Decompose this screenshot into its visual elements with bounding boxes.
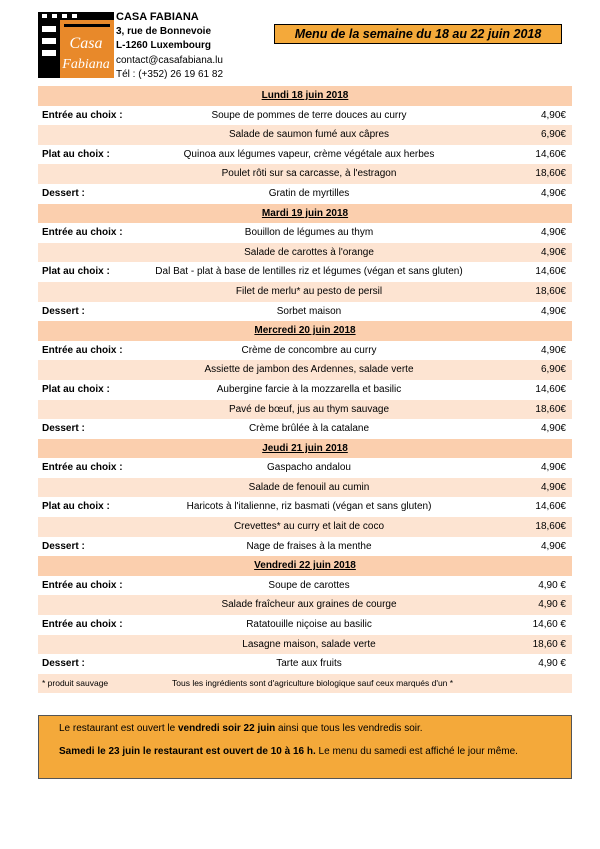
notice-line-2: Samedi le 23 juin le restaurant est ouvert de 10 à 16 h. Le menu du samedi est affiché le jour même.	[59, 746, 518, 757]
phone-number: Tél : (+352) 26 19 61 82	[116, 69, 224, 81]
dish-price: 6,90€	[540, 129, 566, 141]
course-label: Plat au choix :	[42, 501, 110, 513]
notice-line-1: Le restaurant est ouvert le vendredi soir 22 juin ainsi que tous les vendredis soir.	[59, 723, 423, 734]
menu-row	[38, 164, 572, 184]
dish-name: Gratin de myrtilles	[268, 187, 350, 199]
logo-text-fabiana: Fabiana	[62, 57, 110, 72]
footnote-text: Tous les ingrédients sont d'agriculture biologique sauf ceux marqués d'un *	[172, 677, 454, 688]
dish-name: Poulet rôti sur sa carcasse, à l'estragon	[221, 168, 397, 180]
dish-name: Pavé de bœuf, jus au thym sauvage	[228, 403, 390, 415]
dish-price: 4,90 €	[538, 599, 566, 611]
city-address: L-1260 Luxembourg	[116, 40, 212, 52]
menu-row	[38, 576, 572, 596]
menu-row	[38, 654, 572, 674]
dish-name: Nage de fraises à la menthe	[246, 540, 372, 552]
menu-row	[38, 595, 572, 615]
menu-row	[38, 282, 572, 302]
dish-name: Crème de concombre au curry	[241, 344, 377, 356]
menu-row	[38, 223, 572, 243]
logo-text-casa: Casa	[69, 35, 103, 52]
dish-price: 4,90€	[540, 423, 566, 435]
dish-price: 18,60€	[535, 521, 566, 533]
dish-name: Soupe de carottes	[268, 579, 350, 591]
menu-row	[38, 243, 572, 263]
dish-name: Dal Bat - plat à base de lentilles riz et légumes (végan et sans gluten)	[155, 266, 463, 278]
email-address: contact@casafabiana.lu	[116, 54, 223, 66]
day-header: Mardi 19 juin 2018	[38, 204, 572, 224]
dish-name: Lasagne maison, salade verte	[242, 638, 376, 650]
menu-row	[38, 537, 572, 557]
course-label: Dessert :	[42, 540, 85, 552]
menu-row	[38, 478, 572, 498]
course-label: Entrée au choix :	[42, 462, 123, 474]
dish-price: 6,90€	[540, 364, 566, 376]
menu-row	[38, 419, 572, 439]
dish-name: Tarte aux fruits	[276, 658, 342, 670]
menu-row	[38, 341, 572, 361]
course-label: Dessert :	[42, 187, 85, 199]
menu-row	[38, 497, 572, 517]
street-address: 3, rue de Bonnevoie	[116, 25, 212, 37]
dish-name: Assiette de jambon des Ardennes, salade verte	[204, 364, 414, 376]
dish-name: Salade de fenouil au cumin	[248, 481, 370, 493]
dish-name: Salade de saumon fumé aux câpres	[228, 129, 390, 141]
menu-row	[38, 184, 572, 204]
course-label: Plat au choix :	[42, 383, 110, 395]
dish-name: Bouillon de légumes au thym	[244, 227, 374, 239]
dish-name: Gaspacho andalou	[267, 462, 351, 474]
dish-price: 4,90€	[540, 187, 566, 199]
dish-price: 18,60 €	[532, 638, 566, 650]
dish-price: 4,90€	[540, 109, 566, 121]
dish-name: Haricots à l'italienne, riz basmati (végan et sans gluten)	[186, 501, 432, 513]
dish-price: 14,60€	[535, 148, 566, 160]
menu-row	[38, 517, 572, 537]
dish-name: Salade de carottes à l'orange	[244, 246, 374, 258]
course-label: Entrée au choix :	[42, 579, 123, 591]
menu-row	[38, 360, 572, 380]
dish-price: 14,60€	[535, 266, 566, 278]
day-header: Lundi 18 juin 2018	[38, 86, 572, 106]
menu-row	[38, 125, 572, 145]
menu-row	[38, 380, 572, 400]
menu-table	[38, 86, 572, 693]
course-label: Plat au choix :	[42, 266, 110, 278]
menu-row	[38, 302, 572, 322]
course-label: Dessert :	[42, 305, 85, 317]
course-label: Dessert :	[42, 423, 85, 435]
dish-name: Filet de merlu* au pesto de persil	[235, 285, 383, 297]
dish-price: 4,90€	[540, 227, 566, 239]
week-title: Menu de la semaine du 18 au 22 juin 2018	[274, 24, 562, 44]
dish-price: 14,60€	[535, 383, 566, 395]
day-header: Vendredi 22 juin 2018	[38, 556, 572, 576]
menu-row	[38, 458, 572, 478]
dish-price: 18,60€	[535, 403, 566, 415]
day-header: Mercredi 20 juin 2018	[38, 321, 572, 341]
footnote-row	[38, 674, 572, 694]
menu-row	[38, 145, 572, 165]
dish-price: 4,90€	[540, 305, 566, 317]
footnote-label: * produit sauvage	[42, 677, 109, 688]
dish-price: 4,90€	[540, 344, 566, 356]
course-label: Entrée au choix :	[42, 109, 123, 121]
opening-notice	[38, 715, 572, 779]
dish-price: 4,90 €	[538, 579, 566, 591]
dish-price: 4,90€	[540, 246, 566, 258]
menu-row	[38, 106, 572, 126]
menu-row	[38, 615, 572, 635]
restaurant-name: CASA FABIANA	[116, 11, 199, 23]
header	[38, 10, 568, 82]
dish-name: Sorbet maison	[276, 305, 342, 317]
dish-price: 4,90€	[540, 540, 566, 552]
dish-name: Crevettes* au curry et lait de coco	[233, 521, 385, 533]
contact-block	[116, 10, 223, 83]
day-header: Jeudi 21 juin 2018	[38, 439, 572, 459]
casa-fabiana-logo	[38, 12, 114, 78]
dish-name: Soupe de pommes de terre douces au curry	[211, 109, 407, 121]
course-label: Entrée au choix :	[42, 227, 123, 239]
dish-price: 4,90 €	[538, 658, 566, 670]
dish-price: 4,90€	[540, 462, 566, 474]
dish-price: 14,60€	[535, 501, 566, 513]
menu-row	[38, 262, 572, 282]
dish-name: Ratatouille niçoise au basilic	[246, 619, 372, 631]
dish-price: 18,60€	[535, 285, 566, 297]
menu-row	[38, 400, 572, 420]
course-label: Entrée au choix :	[42, 344, 123, 356]
dish-name: Crème brûlée à la catalane	[248, 423, 370, 435]
dish-price: 4,90€	[540, 481, 566, 493]
dish-name: Quinoa aux légumes vapeur, crème végétale aux herbes	[183, 148, 435, 160]
course-label: Plat au choix :	[42, 148, 110, 160]
course-label: Dessert :	[42, 658, 85, 670]
menu-row	[38, 635, 572, 655]
dish-price: 14,60 €	[532, 619, 566, 631]
dish-price: 18,60€	[535, 168, 566, 180]
course-label: Entrée au choix :	[42, 619, 123, 631]
dish-name: Salade fraîcheur aux graines de courge	[221, 599, 397, 611]
dish-name: Aubergine farcie à la mozzarella et basilic	[216, 383, 402, 395]
